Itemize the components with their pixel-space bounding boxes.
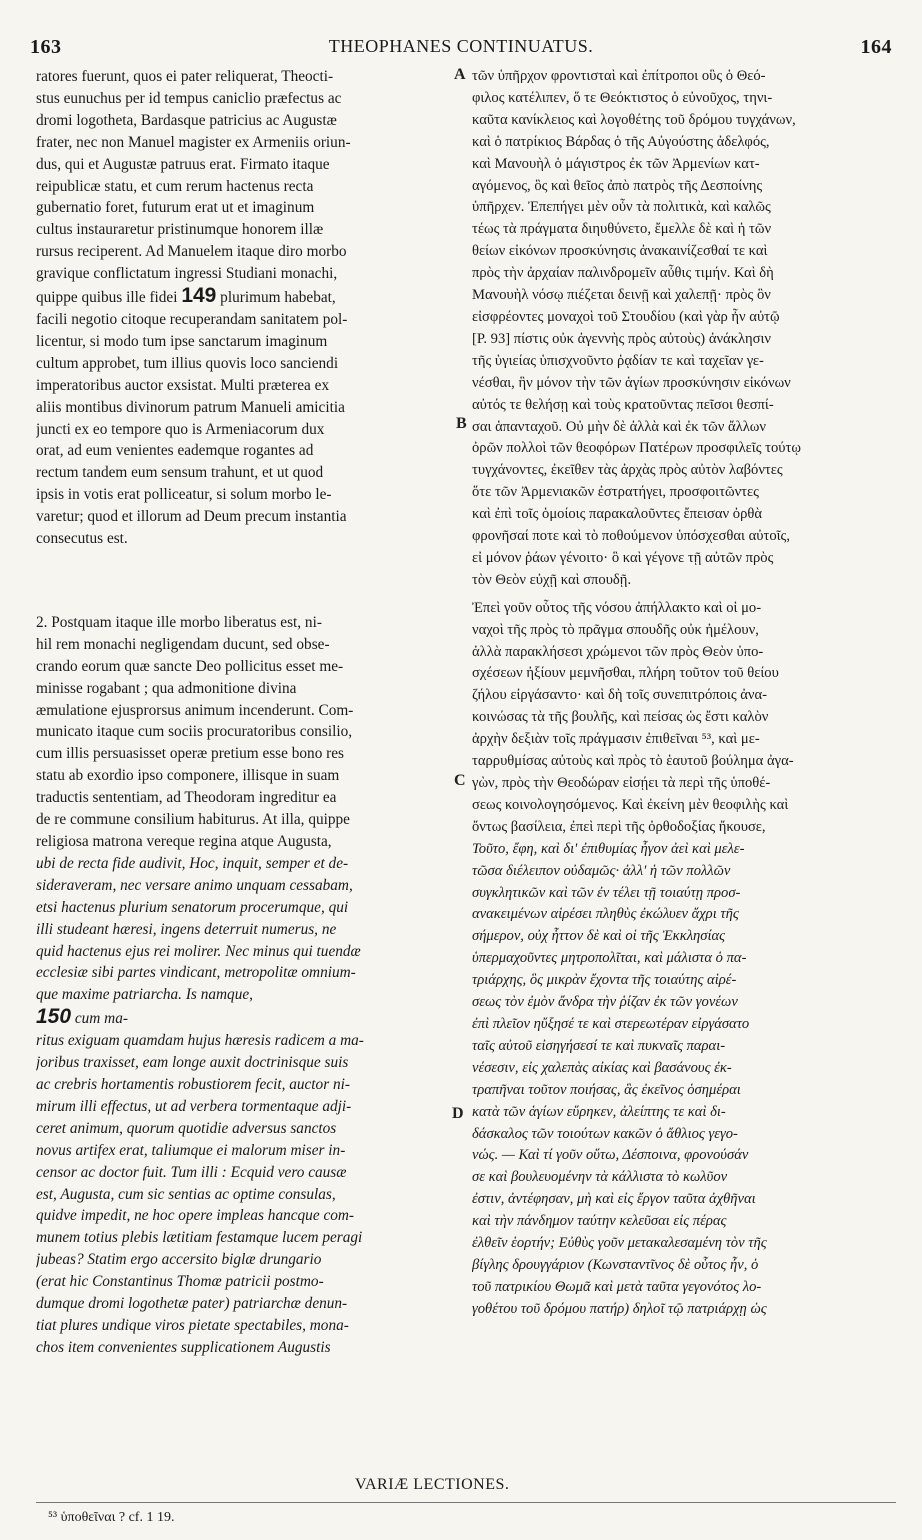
text-line: φρονῆσαί ποτε καὶ τὸ ποθούμενον ὑπόσχεσθαι αὐτοῖς,: [472, 528, 790, 545]
text-line: varetur; quod et illorum ad Deum precum instantia: [36, 508, 347, 526]
text-line: κατὰ τῶν ἁγίων εὕρηκεν, ἀλείπτης τε καὶ δι-: [472, 1103, 726, 1120]
text-line: gubernatio foret, futurum erat ut et imaginum: [36, 199, 315, 217]
text-line: ναχοὶ τῆς πρὸς τὸ πρᾶγμα σπουδῆς οὐκ ἠμέλουν,: [472, 621, 759, 638]
text-line: σχέσεων ἠξίουν μεμνῆσθαι, πλήρη τοῦτον τοῦ θείου: [472, 665, 779, 682]
text-line: traductis sententiam, ad Theodoram ingreditur ea: [36, 789, 337, 807]
margin-page-number-149: 149: [181, 285, 217, 308]
text-line: sideraveram, nec versare animo unquam cessabam,: [36, 876, 353, 894]
text-line: imperatoribus auctor exsistat. Multi præterea ex: [36, 376, 330, 394]
footer-rule: [36, 1502, 896, 1503]
text-line: cultum approbet, tum illius quovis loco sanciendi: [36, 354, 339, 372]
text-line: Τοῦτο, ἔφη, καὶ δι' ἐπιθυμίας ἦγον ἀεὶ καὶ μελε-: [472, 840, 745, 857]
text-line: καὶ ἐπὶ τοῖς ὁμοίοις παρακαλοῦντες ἔπεισαν ὀρθὰ: [472, 506, 762, 523]
text-line: dus, qui et Augustæ patruus erat. Firmato itaque: [36, 155, 330, 173]
text-line: τῆς ὑγιείας ὑπισχνοῦντο ῥᾳδίαν τε καὶ ταχεῖαν γε-: [472, 352, 764, 369]
text-line: καὶ ὁ πατρίκιος Βάρδας ὁ τῆς Αὐγούστης ἀδελφός,: [472, 133, 770, 150]
greek-block-c: [472, 839, 906, 1321]
text-line: ἐστιν, ἀντέφησαν, μὴ καὶ εἰς ἔργον ταῦτα ἀχθῆναι: [472, 1191, 756, 1208]
text-line: ubi de recta fide audivit, Hoc, inquit, semper et de-: [36, 854, 349, 872]
text-line: statu ab exordio ipso componere, illisque in suam: [36, 767, 340, 785]
text-line: munem totius plebis lætitiam festamque lucem peragi: [36, 1229, 363, 1247]
latin-block-d: [36, 853, 454, 1006]
text-line: ipsis in votis erat polliceatur, si solum morbo le-: [36, 486, 332, 504]
text-line: minisse rogabant ; qua admonitione divina: [36, 679, 297, 697]
text-line: tiat plures undique viros pietate spectabiles, mona-: [36, 1316, 349, 1334]
text-line: jubeas? Statim ergo accersito biglæ drungario: [36, 1251, 322, 1269]
text-line: facili negotio citoque recuperandam sanitatem pol-: [36, 310, 348, 328]
text-line: εἰσφρέοντες μοναχοὶ τοῦ Στουδίου (καὶ γὰρ ἦν αὐτῷ: [472, 308, 780, 325]
text-line: ἐλθεῖν ἑορτήν; Εὐθὺς γοῦν μετακαλεσαμένη τὸν τῆς: [472, 1235, 767, 1252]
text-line: municato itaque cum sociis procuratoribus consilio,: [36, 723, 353, 741]
text-line: νέσθαι, ἣν μόνον τὴν τῶν ἁγίων προσκύνησιν εἰκόνων: [472, 374, 791, 391]
greek-block-a: [472, 66, 906, 592]
margin-page-number-150: 150: [36, 1006, 72, 1029]
latin-block-e: [36, 1030, 454, 1359]
text-line: σαι ἁπανταχοῦ. Οὐ μὴν δὲ ἀλλὰ καὶ ἐκ τῶν ἄλλων: [472, 418, 766, 435]
text-line: σε καὶ βουλευομένην τὰ κάλλιστα τὸ κωλῦον: [472, 1169, 728, 1186]
text-line: φιλος κατέλιπεν, ὅ τε Θεόκτιστος ὁ εὐνοῦχος, τηνι-: [472, 89, 773, 106]
text-line: ταρρυθμίσας αὐτοὺς καὶ πρὸς τὸ ἑαυτοῦ βούλημα ἀγα-: [472, 753, 794, 770]
text-line: κοινώσας τὰ τῆς βουλῆς, καὶ πείσας ὡς ἔστι καλὸν: [472, 709, 769, 726]
latin-line: 150 cum ma-: [36, 1006, 128, 1029]
margin-marker-d: D: [452, 1105, 464, 1122]
margin-marker-c: C: [454, 772, 466, 789]
text-line: δάσκαλος τῶν τοιούτων κακῶν ὁ ἄθλιος γεγο-: [472, 1125, 738, 1142]
text-line: censor ac doctor fuit. Tum illi : Ecquid vero causæ: [36, 1163, 347, 1181]
text-line: dromi logotheta, Bardasque patricius ac Augustæ: [36, 111, 337, 129]
text-line: καὶ Μανουὴλ ὁ μάγιστρος ἐκ τῶν Ἀρμενίων κατ-: [472, 155, 760, 172]
text-line: ὑπερμαχοῦντες μητροπολῖται, καὶ μάλιστα ὁ πα-: [472, 950, 747, 967]
text-line: rectum tandem eum sensum trahunt, et ut quod: [36, 464, 324, 482]
text-line: γὼν, πρὸς τὴν Θεοδώραν εἰσῄει τὰ περὶ τῆς ὑποθέ-: [472, 775, 771, 791]
margin-marker-b: B: [456, 415, 467, 432]
text-line: ecclesiæ sibi partes vindicant, metropolitæ omnium-: [36, 964, 356, 982]
footnote: ⁵³ ὑποθεῖναι ? cf. 1 19.: [48, 1510, 175, 1525]
text-line: religiosa matrona vereque regina atque Augusta,: [36, 833, 332, 850]
text-line: hil rem monachi negligendam ducunt, sed obse-: [36, 635, 330, 653]
text-line: εἰ μόνον ῥάων γένοιτο· ὃ καὶ γέγονε τῇ αὐτῶν πρὸς: [472, 549, 774, 566]
latin-block-a: [36, 66, 454, 285]
text-line: ceret animum, quorum quotidie adversus sanctos: [36, 1119, 337, 1137]
text-line: [P. 93] πίστις οὐκ ἀγεννὴς πρὸς αὐτοὺς) ἀνάκλησιν: [472, 330, 772, 347]
text-line: ταῖς αὐτοῦ εἰσηγήσεσί τε καὶ πυκναῖς παραι-: [472, 1037, 726, 1054]
text-line: ac crebris hortamentis robustiorem fecit, auctor ni-: [36, 1075, 350, 1093]
text-line: 2. Postquam itaque ille morbo liberatus est, ni-: [36, 613, 322, 631]
text-line: que maxime patriarcha. Is namque,: [36, 986, 253, 1004]
text-line: βίγλης δρουγγάριον (Κωνσταντῖνος δὲ οὗτος ἦν, ὁ: [472, 1256, 759, 1273]
text-line: σεως κοινολογησόμενος. Καὶ ἐκείνη μὲν θεοφιλὴς καὶ: [472, 796, 789, 813]
text-line: crando eorum quæ sancte Deo pollicitus esset me-: [36, 657, 344, 675]
text-line: ritus exiguam quamdam hujus hæresis radicem a ma-: [36, 1032, 364, 1050]
text-line: novus artifex erat, taliumque ei malorum miser in-: [36, 1141, 346, 1159]
text-line: orat, ad eum venientes eademque rogantes ad: [36, 442, 314, 460]
text-line: τοῦ πατρικίου Θωμᾶ καὶ μετὰ ταῦτα γεγονότος λο-: [472, 1278, 762, 1295]
text-line: τυγχάνοντες, ἐκεῖθεν τὰς ἀρχὰς πρὸς αὐτὸν λαβόντες: [472, 462, 783, 479]
latin-block-c: [36, 612, 454, 853]
text-line: cum illis persuasisset operæ pretium esse bono res: [36, 745, 345, 763]
text-line: juncti ex eo tempore quo is Armeniacorum dux: [36, 420, 325, 438]
text-line: τραπῆναι τοῦτον ποιήσας, ἃς ἐκεῖνος ὁσημέραι: [472, 1081, 741, 1098]
text-line: σήμερον, οὐχ ἧττον δὲ καὶ οἱ τῆς Ἐκκλησίας: [472, 928, 726, 945]
text-line: ὅτε τῶν Ἀρμενιακῶν ἐστρατήγει, προσφοιτῶντες: [472, 484, 759, 501]
text-line: etsi hactenus plurium senatorum procerumque, qui: [36, 898, 349, 916]
text-line: æmulatione ejusprorsus animum incenderunt. Com-: [36, 701, 354, 719]
text-line: αὐτός τε θελήσῃ καὶ τοὺς κρατοῦντας πεῖσοι θεσπί-: [472, 396, 774, 413]
text-line: θείων εἰκόνων προσκύνησις ἀνακαινίζεσθαί τε καὶ: [472, 243, 768, 260]
text-line: quid hactenus ejus rei molirer. Nec minus qui tuendæ: [36, 942, 361, 960]
text-line: νώς. — Καὶ τί γοῦν οὕτω, Δέσποινα, φρονούσάν: [472, 1147, 749, 1164]
greek-block-b: [472, 598, 906, 839]
text-line: τριάρχης, ὃς μικρὰν ἔχοντα τῆς τοιαύτης αἱρέ-: [472, 972, 737, 989]
text-line: ἀλλὰ παρακλήσεσι χρώμενοι τῶν πρὸς Θεὸν ὑπο-: [472, 643, 764, 660]
text-line: chos item convenientes supplicationem Augustis: [36, 1338, 331, 1356]
greek-column: [472, 66, 906, 1321]
text-line: consecutus est.: [36, 530, 128, 548]
text-line: Μανουὴλ νόσῳ πιέζεται δεινῇ καὶ χαλεπῇ· πρὸς ὃν: [472, 287, 771, 304]
text-line: est, Augusta, cum sic sentias ac optime consulas,: [36, 1185, 336, 1203]
text-line: joribus traxisset, eam longe auxit doctrinisque suis: [36, 1054, 349, 1072]
text-line: αγόμενος, ὃς καὶ θεῖος ἀπὸ πατρὸς τῆς Δεσποίνης: [472, 177, 763, 194]
page-number-right: 164: [860, 36, 892, 58]
text-line: ὀρῶν πολλοὶ τῶν θεοφόρων Πατέρων προσφιλεῖς τούτῳ: [472, 440, 802, 457]
text-line: τὸν Θεὸν εὐχῇ καὶ σπουδῇ.: [472, 571, 632, 588]
page-header: [30, 34, 892, 62]
text-line: frater, nec non Manuel magister ex Armeniis oriun-: [36, 133, 351, 151]
text-line: de re commune consilium habiturus. At illa, quippe: [36, 811, 350, 829]
running-title: THEOPHANES CONTINUATUS.: [328, 36, 594, 56]
text-line: νέσεσιν, εἰς χαλεπὰς αἰκίας καὶ βασάνους ἐκ-: [472, 1059, 732, 1076]
text-line: rursus reciperent. Ad Manuelem itaque diro morbo: [36, 243, 347, 261]
text-line: τῶσα διέλειπον οὐδαμῶς· ἀλλ' ἡ τῶν πολλῶν: [472, 862, 731, 879]
text-line: πρὸς τὴν ἀρχαίαν παλινδρομεῖν αὖθις τιμήν. Καὶ δὴ: [472, 265, 774, 282]
latin-block-b: [36, 309, 454, 550]
text-line: reipublicæ statu, et cum rerum hactenus recta: [36, 177, 314, 195]
text-line: καῦτα κανίκλειος καὶ λογοθέτης τοῦ δρόμου τυγχάνων,: [472, 111, 796, 128]
text-line: Ἐπεὶ γοῦν οὗτος τῆς νόσου ἀπήλλακτο καὶ οἱ μο-: [472, 599, 762, 616]
variae-lectiones-heading: VARIÆ LECTIONES.: [355, 1476, 510, 1493]
text-line: ὑπῆρχεν. Ἐπεπήγει μὲν οὖν τὰ πολιτικὰ, καὶ καλῶς: [472, 199, 771, 216]
text-line: ἐπὶ πλεῖον ηὔξησέ τε καὶ στερεωτέραν εἰργάσατο: [472, 1015, 750, 1032]
text-line: τῶν ὑπῆρχον φροντισταὶ καὶ ἐπίτροποι οὓς ὁ Θεό-: [472, 68, 766, 84]
text-line: γοθέτου τοῦ δρόμου πατήρ) δηλοῖ τῷ πατριάρχῃ ὡς: [472, 1300, 767, 1317]
text-line: aliis montibus divinorum patrum Manueli amicitia: [36, 398, 345, 416]
text-line: quidve impedit, ne hoc opere impleas hancque com-: [36, 1207, 355, 1225]
text-line: ἀρχὴν δεξιὰν τοῖς πράγμασιν ἐπιθεῖναι ⁵³, καὶ με-: [472, 731, 760, 748]
text-line: (erat hic Constantinus Thomæ patricii postmo-: [36, 1273, 324, 1291]
text-line: τέως τὰ πράγματα διηυθύνετο, ἔμελλε δὲ καὶ ἡ τῶν: [472, 221, 772, 238]
text-line: ὄντως βασίλεια, ἐπεὶ περὶ τῆς ὀρθοδοξίας ἤκουσε,: [472, 818, 766, 835]
text-line: ratores fuerunt, quos ei pater reliquerat, Theocti-: [36, 68, 334, 85]
page-number-left: 163: [30, 36, 62, 58]
text-line: gravique conflictatum ingressi Studiani monachi,: [36, 265, 338, 283]
text-line: cultus instauraretur pristinumque honorem illæ: [36, 221, 324, 239]
text-line: stus eunuchus per id tempus caniclio præfectus ac: [36, 89, 342, 107]
margin-marker-a: A: [454, 66, 466, 83]
latin-column: [36, 66, 454, 1359]
text-line: σεως τὸν ἐμὸν ἄνδρα τὴν ῥίζαν ἐκ τῶν γονέων: [472, 994, 738, 1011]
text-line: ζήλου εἰργάσαντο· καὶ δὴ τοῖς συνεπιτρόποις ἀνα-: [472, 687, 768, 704]
paragraph-gap: [36, 550, 454, 612]
text-line: ανακειμένων αἱρέσει πληθὺς ἐκώλυεν ἄχρι τῆς: [472, 906, 739, 923]
text-line: dumque dromi logothetæ pater) patriarchæ denun-: [36, 1295, 348, 1313]
text-line: συγκλητικῶν καὶ τῶν ἐν τέλει τῇ τοιαύτῃ προσ-: [472, 884, 741, 901]
text-line: καὶ τὴν πάνδημον ταύτην κελεῦσαι εἰς πέρας: [472, 1213, 727, 1230]
latin-line: quippe quibus ille fidei 149 plurimum habebat,: [36, 285, 336, 308]
text-line: illi studeant hæresi, ingens deterruit numerus, ne: [36, 920, 337, 938]
text-line: licentur, si modo tum ipse sanctarum imaginum: [36, 332, 328, 350]
text-line: mirum illi effectus, ut ad verbera tormentaque adji-: [36, 1097, 352, 1115]
